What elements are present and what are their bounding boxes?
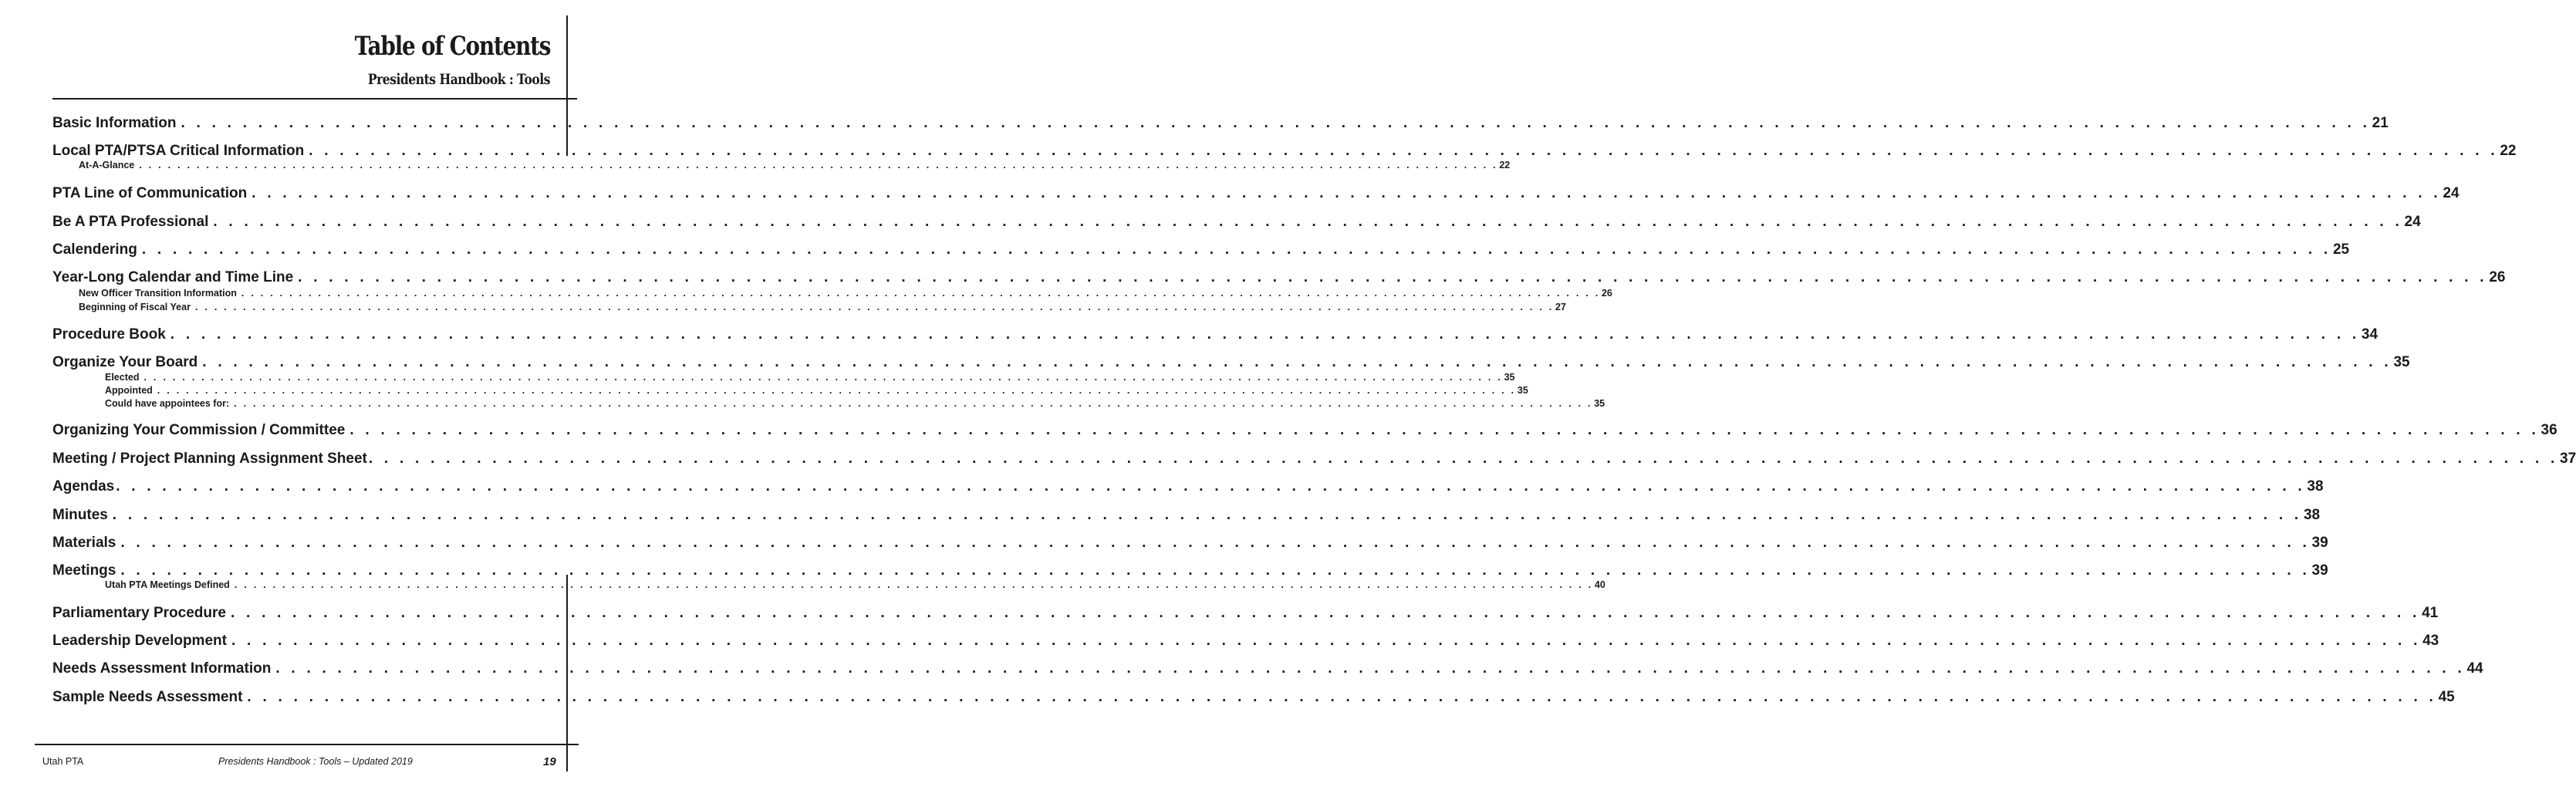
toc-entry (52, 269, 2506, 289)
toc-subentry (79, 288, 1612, 300)
toc-leader: . . . . . . . . . . . . . . . . . . . . . . . . . . . . . . . . . . . . . . . . . . . . . . . . . . . . . . . . . . . . . . . . . . . . . . . . . . . . . . . . . . . . . . . . . . . . . . . . . . . . . . . . . . . . . . . . . . . . . . . . . . . . . . . . . . . . . . . . . . . . . . (202, 354, 2392, 370)
toc-entry-label: Year-Long Calendar and Time Line (52, 269, 294, 285)
toc-leader: . . . . . . . . . . . . . . . . . . . . . . . . . . . . . . . . . . . . . . . . . . . . . . . . . . . . . . . . . . . . . . . . . . . . . . . . . . . . . . . . . . . . . . . . . . . . . . . . . . . . . . . . . . . . . . . . . . . . . . . . . . . . . . . . . . . . . . . . . . . . . . (120, 562, 2311, 579)
toc-subentry (105, 372, 1515, 384)
toc-leader: . . . . . . . . . . . . . . . . . . . . . . . . . . . . . . . . . . . . . . . . . . . . . . . . . . . . . . . . . . . . . . . . . . . . . . . . . . . . . . . . . . . . . . . . . . . . . . . . . . . . . . . . . . . . . . . . . . . . . . . . . . . . . . . . . . . . . . . . . . . . . . (141, 241, 2331, 258)
toc-leader: . . . . . . . . . . . . . . . . . . . . . . . . . . . . . . . . . . . . . . . . . . . . . . . . . . . . . . . . . . . . . . . . . . . . . . . . . . . . . . . . . . . . . . . . . . . . . . . . . . . . . . . . . . . . . . . . . . . . . . . . . . . . . . . . . . . . . . . . . . . . . . (234, 398, 1593, 409)
toc-entry (52, 214, 2421, 234)
toc-entry-page: 34 (2361, 326, 2378, 343)
toc-leader: . . . . . . . . . . . . . . . . . . . . . . . . . . . . . . . . . . . . . . . . . . . . . . . . . . . . . . . . . . . . . . . . . . . . . . . . . . . . . . . . . . . . . . . . . . . . . . . . . . . . . . . . . . . . . . . . . . . . . . . . . . . . . . . . . . . . . . . . . . . . . . (298, 269, 2488, 285)
toc-leader: . . . . . . . . . . . . . . . . . . . . . . . . . . . . . . . . . . . . . . . . . . . . . . . . . . . . . . . . . . . . . . . . . . . . . . . . . . . . . . . . . . . . . . . . . . . . . . . . . . . . . . . . . . . . . . . . . . . . . . . . . . . . . . . . . . . . . . . . . . . . . . (230, 605, 2421, 621)
footer-document-title: Presidents Handbook : Tools – Updated 2019 (218, 756, 413, 767)
toc-entry-page: 38 (2307, 478, 2324, 495)
toc-entry (52, 451, 2576, 471)
toc-entry-label: Local PTA/PTSA Critical Information (52, 143, 305, 159)
toc-entry-label: Meetings (52, 562, 116, 579)
toc-leader: . . . . . . . . . . . . . . . . . . . . . . . . . . . . . . . . . . . . . . . . . . . . . . . . . . . . . . . . . . . . . . . . . . . . . . . . . . . . . . . . . . . . . . . . . . . . . . . . . . . . . . . . . . . . . . . . . . . . . . . . . . . . . . . . . . . . . . . . . . . . . . (247, 689, 2437, 705)
toc-entry-label: Materials (52, 535, 116, 551)
toc-entry-label: Leadership Development (52, 633, 227, 649)
toc-entry-page: 26 (1601, 288, 1612, 299)
toc-entry-page: 35 (2393, 354, 2410, 370)
toc-entry (52, 326, 2378, 346)
toc-leader: . . . . . . . . . . . . . . . . . . . . . . . . . . . . . . . . . . . . . . . . . . . . . . . . . . . . . . . . . . . . . . . . . . . . . . . . . . . . . . . . . . . . . . . . . . . . . . . . . . . . . . . . . . . . . . . . . . . . . . . . . . . . . . . . . . . . . . . . . . . . . . (213, 214, 2403, 230)
toc-entry-label: Calendering (52, 241, 137, 258)
page-number: 19 (543, 755, 556, 768)
toc-entry (52, 605, 2439, 625)
toc-subentry (105, 579, 1605, 592)
toc-leader: . . . . . . . . . . . . . . . . . . . . . . . . . . . . . . . . . . . . . . . . . . . . . . . . . . . . . . . . . . . . . . . . . . . . . . . . . . . . . . . . . . . . . . . . . . . . . . . . . . . . . . . . . . . . . . . . . . . . . . . . . . . . . . . . . . . . . . . . . . . . . . (368, 451, 2559, 467)
toc-entry-page: 27 (1555, 302, 1566, 312)
toc-entry-page: 21 (2372, 115, 2389, 131)
toc-entry-label: Meeting / Project Planning Assignment Sheet (52, 451, 367, 467)
toc-entry (52, 507, 2321, 527)
toc-leader: . . . . . . . . . . . . . . . . . . . . . . . . . . . . . . . . . . . . . . . . . . . . . . . . . . . . . . . . . . . . . . . . . . . . . . . . . . . . . . . . . . . . . . . . . . . . . . . . . . . . . . . . . . . . . . . . . . . . . . . . . . . . . . . . . . . . . . . . . . . . . . (241, 288, 1600, 299)
toc-leader: . . . . . . . . . . . . . . . . . . . . . . . . . . . . . . . . . . . . . . . . . . . . . . . . . . . . . . . . . . . . . . . . . . . . . . . . . . . . . . . . . . . . . . . . . . . . . . . . . . . . . . . . . . . . . . . . . . . . . . . . . . . . . . . . . . . . . . . . . . . . . . (170, 326, 2360, 343)
toc-subentry (105, 385, 1528, 397)
toc-subentry (105, 398, 1605, 410)
toc-entry-label: Appointed (105, 385, 153, 396)
toc-entry (52, 422, 2557, 442)
toc-entry-page: 24 (2404, 214, 2421, 230)
toc-leader: . . . . . . . . . . . . . . . . . . . . . . . . . . . . . . . . . . . . . . . . . . . . . . . . . . . . . . . . . . . . . . . . . . . . . . . . . . . . . . . . . . . . . . . . . . . . . . . . . . . . . . . . . . . . . . . . . . . . . . . . . . . . . . . . . . . . . . . . . . . . . . (194, 302, 1555, 312)
footer-organization: Utah PTA (42, 756, 84, 767)
toc-entry-page: 35 (1594, 398, 1605, 409)
toc-entry-page: 35 (1517, 385, 1528, 396)
toc-entry (52, 185, 2460, 205)
toc-entry (52, 660, 2483, 680)
toc-entry-label: Agendas (52, 478, 115, 495)
toc-leader: . . . . . . . . . . . . . . . . . . . . . . . . . . . . . . . . . . . . . . . . . . . . . . . . . . . . . . . . . . . . . . . . . . . . . . . . . . . . . . . . . . . . . . . . . . . . . . . . . . . . . . . . . . . . . . . . . . . . . . . . . . . . . . . . . . . . . . . . . . . . . . (139, 160, 1498, 170)
toc-leader: . . . . . . . . . . . . . . . . . . . . . . . . . . . . . . . . . . . . . . . . . . . . . . . . . . . . . . . . . . . . . . . . . . . . . . . . . . . . . . . . . . . . . . . . . . . . . . . . . . . . . . . . . . . . . . . . . . . . . . . . . . . . . . . . . . . . . . . . . . . . . . (252, 185, 2442, 201)
toc-entry-label: Could have appointees for: (105, 398, 230, 409)
toc-entry (52, 115, 2389, 135)
toc-subentry (79, 302, 1566, 314)
toc-leader: . . . . . . . . . . . . . . . . . . . . . . . . . . . . . . . . . . . . . . . . . . . . . . . . . . . . . . . . . . . . . . . . . . . . . . . . . . . . . . . . . . . . . . . . . . . . . . . . . . . . . . . . . . . . . . . . . . . . . . . . . . . . . . . . . . . . . . . . . . . . . . (309, 143, 2499, 159)
toc-leader: . . . . . . . . . . . . . . . . . . . . . . . . . . . . . . . . . . . . . . . . . . . . . . . . . . . . . . . . . . . . . . . . . . . . . . . . . . . . . . . . . . . . . . . . . . . . . . . . . . . . . . . . . . . . . . . . . . . . . . . . . . . . . . . . . . . . . . . . . . . . . . (120, 535, 2311, 551)
toc-entry-page: 22 (2500, 143, 2517, 159)
toc-entry-page: 39 (2311, 535, 2328, 551)
toc-leader: . . . . . . . . . . . . . . . . . . . . . . . . . . . . . . . . . . . . . . . . . . . . . . . . . . . . . . . . . . . . . . . . . . . . . . . . . . . . . . . . . . . . . . . . . . . . . . . . . . . . . . . . . . . . . . . . . . . . . . . . . . . . . . . . . . . . . . . . . . . . . . (234, 579, 1593, 590)
toc-entry-label: Parliamentary Procedure (52, 605, 226, 621)
toc-entry-label: At-A-Glance (79, 160, 135, 170)
toc-entry-label: Minutes (52, 507, 108, 523)
toc-leader: . . . . . . . . . . . . . . . . . . . . . . . . . . . . . . . . . . . . . . . . . . . . . . . . . . . . . . . . . . . . . . . . . . . . . . . . . . . . . . . . . . . . . . . . . . . . . . . . . . . . . . . . . . . . . . . . . . . . . . . . . . . . . . . . . . . . . . . . . . . . . . (231, 633, 2422, 649)
toc-entry-page: 35 (1504, 372, 1515, 383)
toc-entry-label: Elected (105, 372, 140, 383)
toc-entry-label: Organizing Your Commission / Committee (52, 422, 346, 438)
page-title: Table of Contents (354, 31, 550, 62)
toc-entry-label: Organize Your Board (52, 354, 198, 370)
toc-entry-page: 36 (2541, 422, 2557, 438)
toc-entry-page: 40 (1594, 579, 1605, 590)
toc-entry-label: New Officer Transition Information (79, 288, 237, 299)
toc-leader: . . . . . . . . . . . . . . . . . . . . . . . . . . . . . . . . . . . . . . . . . . . . . . . . . . . . . . . . . . . . . . . . . . . . . . . . . . . . . . . . . . . . . . . . . . . . . . . . . . . . . . . . . . . . . . . . . . . . . . . . . . . . . . . . . . . . . . . . . . . . . . (275, 660, 2466, 677)
toc-leader: . . . . . . . . . . . . . . . . . . . . . . . . . . . . . . . . . . . . . . . . . . . . . . . . . . . . . . . . . . . . . . . . . . . . . . . . . . . . . . . . . . . . . . . . . . . . . . . . . . . . . . . . . . . . . . . . . . . . . . . . . . . . . . . . . . . . . . . . . . . . . . (112, 507, 2302, 523)
toc-leader: . . . . . . . . . . . . . . . . . . . . . . . . . . . . . . . . . . . . . . . . . . . . . . . . . . . . . . . . . . . . . . . . . . . . . . . . . . . . . . . . . . . . . . . . . . . . . . . . . . . . . . . . . . . . . . . . . . . . . . . . . . . . . . . . . . . . . . . . . . . . . . (143, 372, 1503, 383)
toc-subentry (79, 160, 1511, 172)
toc-entry (52, 241, 2350, 262)
toc-entry-page: 24 (2443, 185, 2460, 201)
toc-entry-label: Procedure Book (52, 326, 166, 343)
toc-entry (52, 535, 2328, 555)
toc-entry-page: 44 (2466, 660, 2483, 677)
right-margin-rule-top (566, 15, 568, 156)
page-subtitle: Presidents Handbook : Tools (367, 71, 550, 88)
toc-entry-label: Needs Assessment Information (52, 660, 272, 677)
toc-entry-page: 38 (2303, 507, 2321, 523)
toc-entry-label: Be A PTA Professional (52, 214, 209, 230)
header-rule (52, 98, 577, 100)
toc-entry (52, 689, 2455, 709)
toc-leader: . . . . . . . . . . . . . . . . . . . . . . . . . . . . . . . . . . . . . . . . . . . . . . . . . . . . . . . . . . . . . . . . . . . . . . . . . . . . . . . . . . . . . . . . . . . . . . . . . . . . . . . . . . . . . . . . . . . . . . . . . . . . . . . . . . . . . . . . . . . . . . (181, 115, 2371, 131)
toc-leader: . . . . . . . . . . . . . . . . . . . . . . . . . . . . . . . . . . . . . . . . . . . . . . . . . . . . . . . . . . . . . . . . . . . . . . . . . . . . . . . . . . . . . . . . . . . . . . . . . . . . . . . . . . . . . . . . . . . . . . . . . . . . . . . . . . . . . . . . . . . . . . (157, 385, 1516, 396)
toc-entry-page: 37 (2560, 451, 2576, 467)
toc-leader: . . . . . . . . . . . . . . . . . . . . . . . . . . . . . . . . . . . . . . . . . . . . . . . . . . . . . . . . . . . . . . . . . . . . . . . . . . . . . . . . . . . . . . . . . . . . . . . . . . . . . . . . . . . . . . . . . . . . . . . . . . . . . . . . . . . . . . . . . . . . . . (116, 478, 2306, 495)
toc-entry-label: Basic Information (52, 115, 177, 131)
toc-entry-page: 39 (2311, 562, 2328, 579)
toc-entry (52, 478, 2324, 498)
toc-entry-page: 45 (2438, 689, 2455, 705)
toc-entry-page: 26 (2489, 269, 2506, 285)
toc-entry-label: Sample Needs Assessment (52, 689, 243, 705)
toc-entry-page: 41 (2422, 605, 2439, 621)
footer-rule (35, 744, 579, 745)
toc-entry-page: 22 (1499, 160, 1511, 170)
toc-leader: . . . . . . . . . . . . . . . . . . . . . . . . . . . . . . . . . . . . . . . . . . . . . . . . . . . . . . . . . . . . . . . . . . . . . . . . . . . . . . . . . . . . . . . . . . . . . . . . . . . . . . . . . . . . . . . . . . . . . . . . . . . . . . . . . . . . . . . . . . . . . . (349, 422, 2540, 438)
toc-entry-label: Utah PTA Meetings Defined (105, 579, 230, 590)
toc-entry-page: 43 (2422, 633, 2439, 649)
toc-entry-label: Beginning of Fiscal Year (79, 302, 191, 312)
toc-entry-label: PTA Line of Communication (52, 185, 248, 201)
toc-entry (52, 633, 2439, 653)
toc-entry-page: 25 (2332, 241, 2350, 258)
